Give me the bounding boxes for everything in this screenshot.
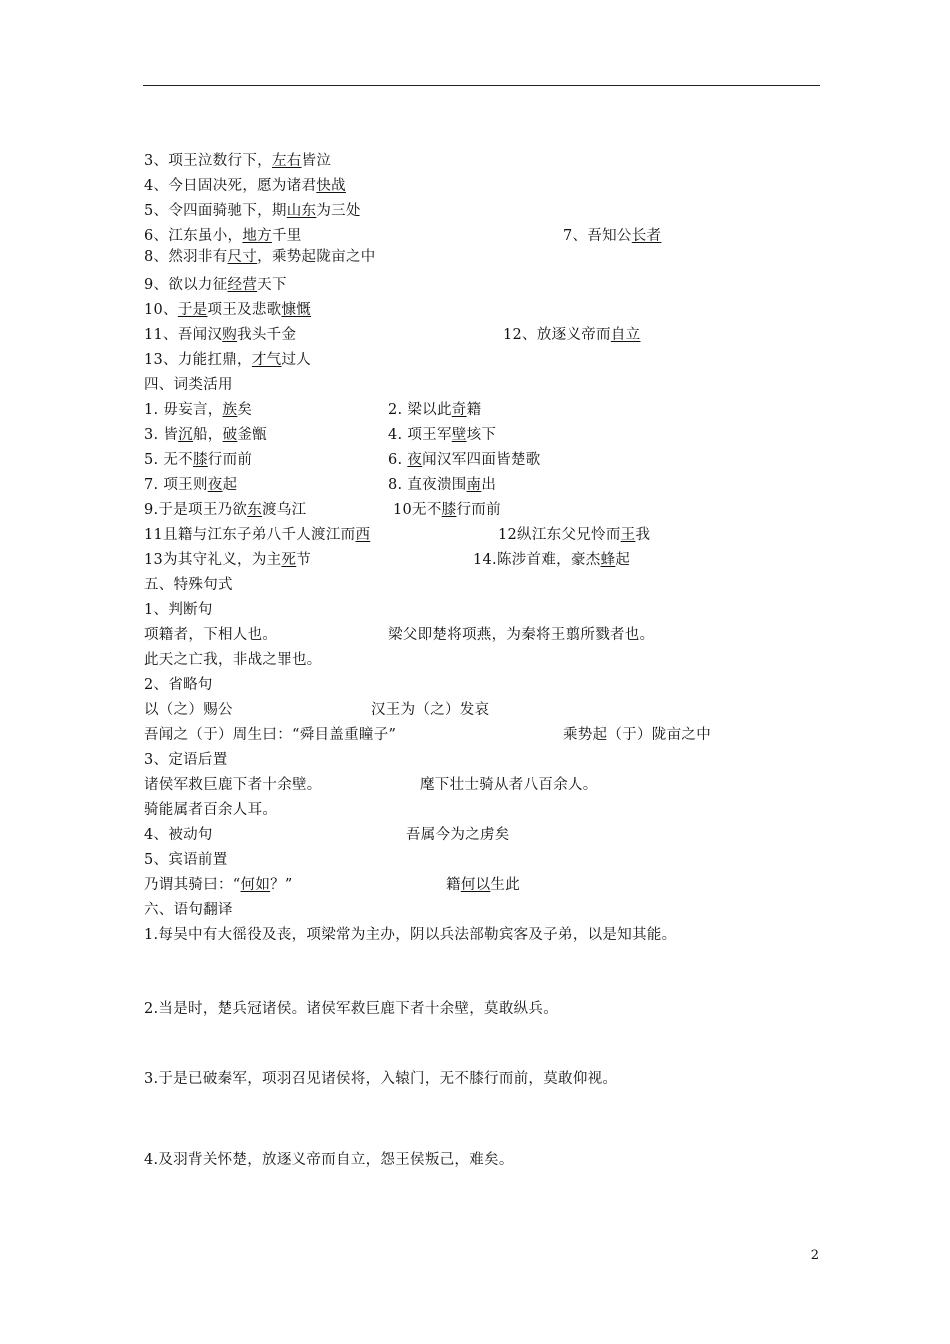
underlined-word: 尺寸 xyxy=(227,249,258,265)
pos-line: 11且籍与江东子弟八千人渡江而西 xyxy=(144,527,371,543)
pos-line: 8. 直夜溃围南出 xyxy=(388,477,497,493)
underlined-word: 破 xyxy=(222,427,238,443)
subsection-heading: 4、被动句 xyxy=(144,827,213,843)
pos-line: 4. 项王军壁垓下 xyxy=(388,427,497,443)
pos-line: 3. 皆沉船，破釜甑 xyxy=(144,427,267,443)
vocab-line: 11、吾闻汉购我头千金 xyxy=(144,327,297,343)
page-number: 2 xyxy=(810,1248,819,1263)
vocab-line: 9、欲以力征经营天下 xyxy=(144,277,287,293)
underlined-word: 西 xyxy=(355,527,371,543)
example-sentence: 汉王为（之）发哀 xyxy=(371,702,490,718)
underlined-word: 死 xyxy=(281,552,297,568)
section-heading: 五、特殊句式 xyxy=(144,577,233,593)
pos-line: 13为其守礼义，为主死节 xyxy=(144,552,312,568)
example-sentence: 此天之亡我，非战之罪也。 xyxy=(144,652,322,668)
pos-line: 1. 毋妄言，族矣 xyxy=(144,402,253,418)
header-rule xyxy=(143,85,820,86)
translation-sentence: 1.每吴中有大徭役及丧，项梁常为主办，阴以兵法部勒宾客及子弟，以是知其能。 xyxy=(144,927,677,943)
translation-sentence: 2.当是时，楚兵冠诸侯。诸侯军救巨鹿下者十余壁，莫敢纵兵。 xyxy=(144,1001,559,1017)
example-sentence: 以（之）赐公 xyxy=(144,702,233,718)
example-sentence: 乃谓其骑曰：“何如？” xyxy=(144,877,293,893)
underlined-word: 蜂 xyxy=(600,552,616,568)
example-sentence: 麾下壮士骑从者八百余人。 xyxy=(420,777,598,793)
subsection-heading: 2、省略句 xyxy=(144,677,213,693)
underlined-word: 夜 xyxy=(207,477,223,493)
vocab-line: 7、吾知公长者 xyxy=(563,228,662,244)
underlined-word: 族 xyxy=(222,402,238,418)
vocab-line: 13、力能扛鼎，才气过人 xyxy=(144,352,312,368)
underlined-word: 壁 xyxy=(451,427,467,443)
underlined-word: 奇 xyxy=(451,402,467,418)
underlined-word: 地方 xyxy=(242,228,272,244)
pos-line: 14.陈涉首难，豪杰蜂起 xyxy=(473,552,631,568)
pos-line: 10无不膝行而前 xyxy=(393,502,501,518)
subsection-heading: 5、宾语前置 xyxy=(144,852,228,868)
example-sentence: 乘势起（于）陇亩之中 xyxy=(563,727,711,743)
underlined-word: 自立 xyxy=(610,327,641,343)
vocab-line: 10、于是项王及悲歌慷慨 xyxy=(144,302,312,318)
example-sentence: 梁父即楚将项燕，为秦将王翦所戮者也。 xyxy=(388,627,655,643)
underlined-word: 左右 xyxy=(271,153,302,169)
pos-line: 7. 项王则夜起 xyxy=(144,477,238,493)
pos-line: 9.于是项王乃欲东渡乌江 xyxy=(144,502,307,518)
subsection-heading: 3、定语后置 xyxy=(144,752,228,768)
section-heading: 六、语句翻译 xyxy=(144,902,233,918)
underlined-word: 王 xyxy=(620,527,636,543)
underlined-word: 南 xyxy=(466,477,482,493)
vocab-line: 5、令四面骑驰下，期山东为三处 xyxy=(144,203,361,219)
example-sentence: 吾属今为之虏矣 xyxy=(406,827,510,843)
underlined-word: 夜 xyxy=(407,452,423,468)
subsection-heading: 1、判断句 xyxy=(144,602,213,618)
vocab-line: 3、项王泣数行下，左右皆泣 xyxy=(144,153,332,169)
vocab-line: 8、然羽非有尺寸，乘势起陇亩之中 xyxy=(144,249,376,265)
pos-line: 5. 无不膝行而前 xyxy=(144,452,253,468)
underlined-word: 膝 xyxy=(441,502,457,518)
example-sentence: 籍何以生此 xyxy=(446,877,521,893)
underlined-word: 何如 xyxy=(240,877,271,893)
example-sentence: 骑能属者百余人耳。 xyxy=(144,802,278,818)
underlined-word: 快战 xyxy=(316,178,346,194)
underlined-word: 经营 xyxy=(227,277,258,293)
underlined-word: 长者 xyxy=(631,228,662,244)
underlined-word: 才气 xyxy=(251,352,282,368)
pos-line: 6. 夜闻汉军四面皆楚歌 xyxy=(388,452,541,468)
underlined-word: 购 xyxy=(222,327,238,343)
underlined-word: 于是 xyxy=(177,302,208,318)
section-heading: 四、词类活用 xyxy=(144,377,233,393)
translation-sentence: 3.于是已破秦军，项羽召见诸侯将，入辕门，无不膝行而前，莫敢仰视。 xyxy=(144,1071,618,1087)
pos-line: 12纵江东父兄怜而王我 xyxy=(498,527,651,543)
underlined-word: 山东 xyxy=(286,203,317,219)
example-sentence: 吾闻之（于）周生曰：“舜目盖重瞳子” xyxy=(144,727,397,743)
underlined-word: 东 xyxy=(247,502,263,518)
vocab-line: 12、放逐义帝而自立 xyxy=(503,327,641,343)
underlined-word: 沉 xyxy=(178,427,193,443)
example-sentence: 项籍者，下相人也。 xyxy=(144,627,278,643)
pos-line: 2. 梁以此奇籍 xyxy=(388,402,482,418)
underlined-word: 膝 xyxy=(192,452,208,468)
underlined-word: 慷慨 xyxy=(281,302,312,318)
translation-sentence: 4.及羽背关怀楚，放逐义帝而自立，怨王侯叛己，难矣。 xyxy=(144,1152,514,1168)
underlined-word: 何以 xyxy=(460,877,491,893)
vocab-line: 6、江东虽小，地方千里 xyxy=(144,228,302,244)
example-sentence: 诸侯军救巨鹿下者十余壁。 xyxy=(144,777,322,793)
vocab-line: 4、今日固决死，愿为诸君快战 xyxy=(144,178,346,194)
